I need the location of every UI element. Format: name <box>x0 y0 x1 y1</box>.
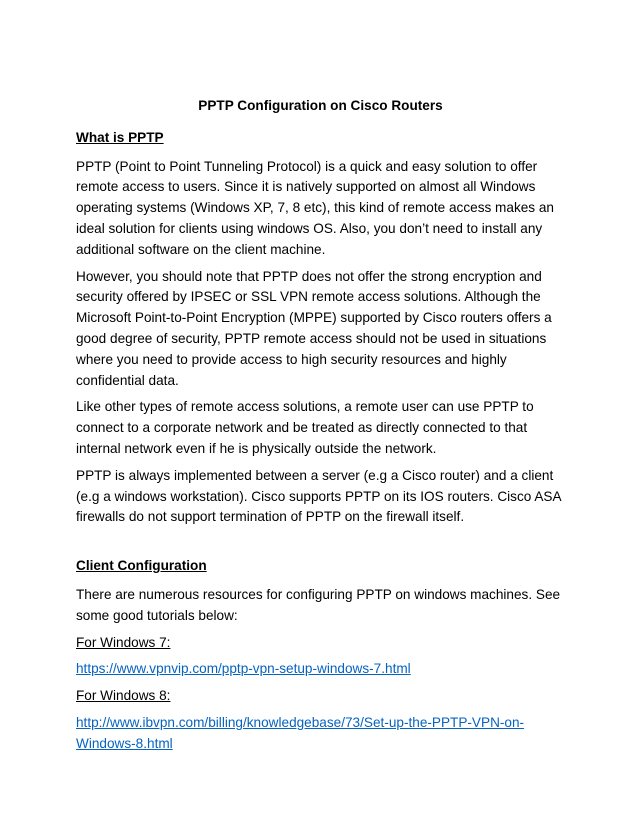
section-heading-what-is-pptp: What is PPTP <box>76 129 164 145</box>
windows-7-label: For Windows 7: <box>76 634 171 650</box>
document-page <box>76 96 571 761</box>
paragraph-pptp-implementation: PPTP is always implemented between a server (e.g a Cisco router) and a client (e.g a windows workstation). Cisco supports PPTP on its IOS routers. Cisco ASA firewalls do not support termination of PPTP on the firewall itself. <box>76 467 561 525</box>
paragraph-pptp-security: However, you should note that PPTP does not offer the strong encryption and security offered by IPSEC or SSL VPN remote access solutions. Although the Microsoft Point-to-Point Encryption (MPPE) supported by Cisco routers offers a good degree of security, PPTP remote access should not be used in situations where you need to provide access to high security resources and highly confidential data. <box>76 268 552 388</box>
paragraph-pptp-intro: PPTP (Point to Point Tunneling Protocol) is a quick and easy solution to offer remote access to users. Since it is natively supported on almost all Windows operating systems (Windows XP, 7, 8 etc), this kind of remote access makes an ideal solution for clients using windows OS. Also, you don’t need to install any additional software on the client machine. <box>76 158 554 257</box>
paragraph-pptp-remote-access: Like other types of remote access solutions, a remote user can use PPTP to connect to a corporate network and be treated as directly connected to that internal network even if he is physically outside the network. <box>76 399 534 456</box>
windows-7-tutorial-link[interactable]: https://www.vpnvip.com/pptp-vpn-setup-windows-7.html <box>76 661 411 677</box>
section-heading-client-configuration: Client Configuration <box>76 558 207 574</box>
windows-8-label: For Windows 8: <box>76 688 171 704</box>
windows-8-tutorial-link[interactable]: http://www.ibvpn.com/billing/knowledgebase/73/Set-up-the-PPTP-VPN-on-Windows-8.html <box>76 714 525 751</box>
document-title: PPTP Configuration on Cisco Routers <box>198 98 443 113</box>
section-spacer <box>76 534 571 556</box>
paragraph-client-intro: There are numerous resources for configuring PPTP on windows machines. See some good tutorials below: <box>76 586 561 623</box>
